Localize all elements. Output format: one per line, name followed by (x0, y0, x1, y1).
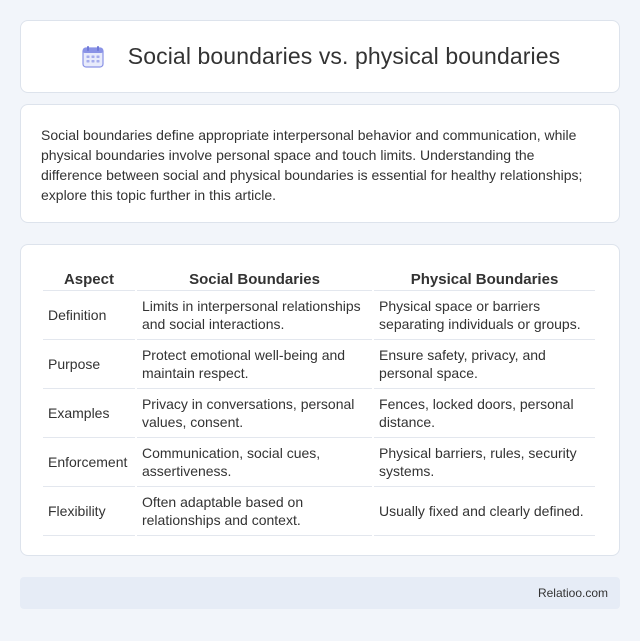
row-aspect: Definition (43, 291, 135, 340)
comparison-table (41, 265, 597, 536)
title-card (20, 20, 620, 93)
row-social: Protect emotional well-being and maintain respect. (137, 340, 372, 389)
row-physical: Ensure safety, privacy, and personal space. (374, 340, 595, 389)
row-aspect: Enforcement (43, 438, 135, 487)
table-row (43, 389, 595, 438)
intro-card (20, 104, 620, 223)
intro-paragraph: Social boundaries define appropriate interpersonal behavior and communication, while physical boundaries involve personal space and touch limits. Understanding the difference between social and physical boundaries is essential for healthy relationships; explore this topic further in this article. (41, 127, 583, 203)
header-aspect: Aspect (43, 265, 135, 291)
page-title: Social boundaries vs. physical boundaries (127, 43, 561, 69)
table-row (43, 291, 595, 340)
row-social: Limits in interpersonal relationships and social interactions. (137, 291, 372, 340)
row-physical: Usually fixed and clearly defined. (374, 487, 595, 536)
table-row (43, 438, 595, 487)
header-physical: Physical Boundaries (374, 265, 595, 291)
row-aspect: Flexibility (43, 487, 135, 536)
row-aspect: Examples (43, 389, 135, 438)
table-row (43, 340, 595, 389)
row-physical: Fences, locked doors, personal distance. (374, 389, 595, 438)
row-aspect: Purpose (43, 340, 135, 389)
row-physical: Physical space or barriers separating individuals or groups. (374, 291, 595, 340)
calendar-icon (80, 44, 106, 70)
footer (20, 577, 620, 609)
row-social: Often adaptable based on relationships and context. (137, 487, 372, 536)
footer-brand[interactable]: Relatioo.com (537, 586, 608, 600)
table-row (43, 487, 595, 536)
row-social: Privacy in conversations, personal values, consent. (137, 389, 372, 438)
row-physical: Physical barriers, rules, security systems. (374, 438, 595, 487)
table-header-row (43, 265, 595, 291)
row-social: Communication, social cues, assertiveness. (137, 438, 372, 487)
comparison-card (20, 244, 620, 556)
header-social: Social Boundaries (137, 265, 372, 291)
